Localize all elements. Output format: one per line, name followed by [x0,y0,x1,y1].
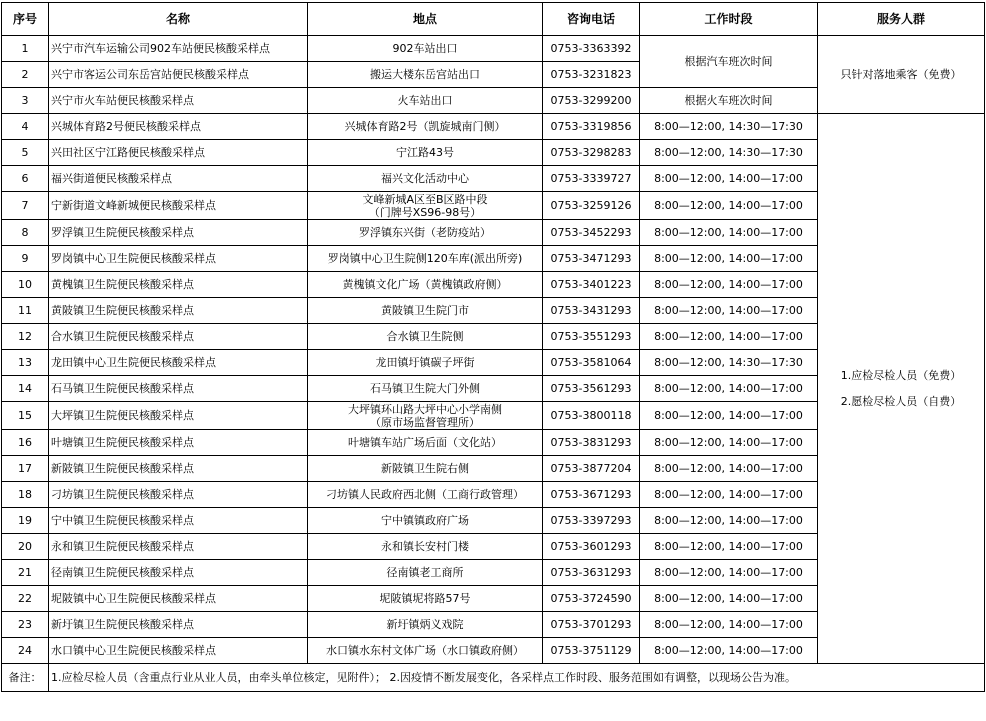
cell-name[interactable]: 兴宁市汽车运输公司902车站便民核酸采样点 [49,36,308,62]
cell-phone[interactable]: 0753-3877204 [543,456,640,482]
cell-name[interactable]: 龙田镇中心卫生院便民核酸采样点 [49,350,308,376]
cell-location[interactable] [308,192,543,220]
cell-hours[interactable]: 8:00—12:00, 14:00—17:00 [640,456,818,482]
cell-name[interactable]: 新圩镇卫生院便民核酸采样点 [49,612,308,638]
cell-seq[interactable]: 12 [2,324,49,350]
cell-name[interactable]: 罗浮镇卫生院便民核酸采样点 [49,220,308,246]
cell-hours[interactable]: 8:00—12:00, 14:00—17:00 [640,246,818,272]
cell-name[interactable]: 兴宁市火车站便民核酸采样点 [49,88,308,114]
cell-seq[interactable]: 8 [2,220,49,246]
cell-phone[interactable]: 0753-3551293 [543,324,640,350]
cell-hours[interactable]: 8:00—12:00, 14:00—17:00 [640,638,818,664]
note-row [2,664,985,692]
cell-phone[interactable]: 0753-3231823 [543,62,640,88]
cell-location[interactable]: 火车站出口 [308,88,543,114]
header-row [2,3,985,36]
cell-hours[interactable]: 8:00—12:00, 14:00—17:00 [640,586,818,612]
cell-name[interactable]: 兴宁市客运公司东岳宫站便民核酸采样点 [49,62,308,88]
cell-location[interactable]: 902车站出口 [308,36,543,62]
cell-phone[interactable]: 0753-3401223 [543,272,640,298]
cell-hours[interactable]: 8:00—12:00, 14:00—17:00 [640,560,818,586]
cell-hours[interactable]: 8:00—12:00, 14:30—17:30 [640,350,818,376]
cell-phone[interactable]: 0753-3471293 [543,246,640,272]
cell-phone[interactable]: 0753-3751129 [543,638,640,664]
cell-location[interactable]: 宁江路43号 [308,140,543,166]
cell-phone[interactable]: 0753-3831293 [543,430,640,456]
cell-hours[interactable]: 8:00—12:00, 14:00—17:00 [640,612,818,638]
location-line-2: （原市场监督管理所） [370,415,480,429]
location-line-1: 文峰新城A区至B区路中段 [362,192,488,206]
cell-seq[interactable]: 5 [2,140,49,166]
cell-location[interactable]: 搬运大楼东岳宫站出口 [308,62,543,88]
cell-location[interactable]: 永和镇长安村门楼 [308,534,543,560]
cell-seq[interactable]: 14 [2,376,49,402]
cell-phone[interactable]: 0753-3671293 [543,482,640,508]
crowd-general-line-2: 2.愿检尽检人员（自费） [840,395,962,408]
cell-hours[interactable]: 8:00—12:00, 14:00—17:00 [640,324,818,350]
cell-hours[interactable]: 8:00—12:00, 14:30—17:30 [640,114,818,140]
cell-location[interactable]: 径南镇老工商所 [308,560,543,586]
cell-name[interactable]: 福兴街道便民核酸采样点 [49,166,308,192]
cell-seq[interactable]: 17 [2,456,49,482]
cell-seq[interactable]: 18 [2,482,49,508]
cell-name[interactable]: 坭陂镇中心卫生院便民核酸采样点 [49,586,308,612]
cell-seq[interactable]: 19 [2,508,49,534]
cell-hours[interactable]: 8:00—12:00, 14:00—17:00 [640,376,818,402]
cell-phone[interactable]: 0753-3724590 [543,586,640,612]
cell-name[interactable]: 刁坊镇卫生院便民核酸采样点 [49,482,308,508]
cell-location[interactable]: 黄陂镇卫生院门市 [308,298,543,324]
cell-name[interactable]: 水口镇中心卫生院便民核酸采样点 [49,638,308,664]
cell-hours[interactable]: 8:00—12:00, 14:00—17:00 [640,430,818,456]
cell-hours[interactable]: 8:00—12:00, 14:00—17:00 [640,482,818,508]
cell-phone[interactable]: 0753-3319856 [543,114,640,140]
header-crowd[interactable]: 服务人群 [818,3,985,36]
header-name[interactable]: 名称 [49,3,308,36]
cell-phone[interactable]: 0753-3431293 [543,298,640,324]
header-seq[interactable]: 序号 [2,3,49,36]
sampling-sites-table [1,2,985,692]
cell-location[interactable]: 龙田镇圩镇碳子坪街 [308,350,543,376]
cell-location[interactable]: 合水镇卫生院侧 [308,324,543,350]
cell-seq[interactable]: 3 [2,88,49,114]
cell-name[interactable]: 宁中镇卫生院便民核酸采样点 [49,508,308,534]
cell-hours[interactable]: 8:00—12:00, 14:00—17:00 [640,272,818,298]
cell-phone[interactable]: 0753-3363392 [543,36,640,62]
cell-seq[interactable]: 7 [2,192,49,220]
cell-name[interactable]: 径南镇卫生院便民核酸采样点 [49,560,308,586]
cell-location[interactable]: 新圩镇炳义戏院 [308,612,543,638]
cell-name[interactable]: 石马镇卫生院便民核酸采样点 [49,376,308,402]
cell-phone[interactable]: 0753-3581064 [543,350,640,376]
cell-hours[interactable]: 8:00—12:00, 14:00—17:00 [640,534,818,560]
cell-location[interactable] [308,402,543,430]
cell-seq[interactable]: 23 [2,612,49,638]
cell-hours-train[interactable]: 根据火车班次时间 [640,88,818,114]
cell-location[interactable]: 黄槐镇文化广场（黄槐镇政府侧） [308,272,543,298]
cell-hours[interactable]: 8:00—12:00, 14:00—17:00 [640,298,818,324]
cell-name[interactable]: 新陂镇卫生院便民核酸采样点 [49,456,308,482]
cell-phone[interactable]: 0753-3397293 [543,508,640,534]
header-phone[interactable]: 咨询电话 [543,3,640,36]
cell-hours[interactable]: 8:00—12:00, 14:00—17:00 [640,402,818,430]
cell-phone[interactable]: 0753-3800118 [543,402,640,430]
note-label[interactable]: 备注： [2,664,49,692]
cell-seq[interactable]: 9 [2,246,49,272]
location-line-2: （门牌号XS96-98号） [368,205,482,219]
spreadsheet-sheet [1,2,984,692]
cell-seq[interactable]: 10 [2,272,49,298]
cell-seq[interactable]: 15 [2,402,49,430]
cell-location[interactable]: 新陂镇卫生院右侧 [308,456,543,482]
cell-name[interactable]: 罗岗镇中心卫生院便民核酸采样点 [49,246,308,272]
cell-hours[interactable]: 8:00—12:00, 14:00—17:00 [640,192,818,220]
cell-location[interactable]: 兴城体育路2号（凯旋城南门侧） [308,114,543,140]
cell-seq[interactable]: 6 [2,166,49,192]
cell-location[interactable]: 石马镇卫生院大门外侧 [308,376,543,402]
cell-seq[interactable]: 13 [2,350,49,376]
cell-hours[interactable]: 8:00—12:00, 14:00—17:00 [640,508,818,534]
cell-phone[interactable]: 0753-3631293 [543,560,640,586]
cell-phone[interactable]: 0753-3259126 [543,192,640,220]
cell-name[interactable]: 合水镇卫生院便民核酸采样点 [49,324,308,350]
cell-seq[interactable]: 4 [2,114,49,140]
cell-name[interactable]: 兴城体育路2号便民核酸采样点 [49,114,308,140]
cell-seq[interactable]: 22 [2,586,49,612]
table-row [2,114,985,140]
cell-hours-bus[interactable]: 根据汽车班次时间 [640,36,818,88]
cell-location[interactable]: 刁坊镇人民政府西北侧（工商行政管理） [308,482,543,508]
cell-seq[interactable]: 2 [2,62,49,88]
cell-seq[interactable]: 1 [2,36,49,62]
cell-seq[interactable]: 16 [2,430,49,456]
cell-phone[interactable]: 0753-3701293 [543,612,640,638]
note-text[interactable]: 1.应检尽检人员（含重点行业从业人员，由牵头单位核定，见附件）； 2.因疫情不断发展变化，各采样点工作时段、服务范围如有调整，以现场公告为准。 [49,664,985,692]
cell-hours[interactable]: 8:00—12:00, 14:00—17:00 [640,220,818,246]
cell-crowd-arrivals[interactable]: 只针对落地乘客（免费） [818,36,985,114]
cell-location[interactable]: 罗岗镇中心卫生院侧120车库(派出所旁) [308,246,543,272]
cell-hours[interactable]: 8:00—12:00, 14:00—17:00 [640,166,818,192]
cell-seq[interactable]: 21 [2,560,49,586]
cell-phone[interactable]: 0753-3339727 [543,166,640,192]
location-line-1: 大坪镇环山路大坪中心小学南侧 [348,402,502,416]
cell-location[interactable]: 叶塘镇车站广场后面（文化站） [308,430,543,456]
cell-name[interactable]: 黄陂镇卫生院便民核酸采样点 [49,298,308,324]
cell-name[interactable]: 兴田社区宁江路便民核酸采样点 [49,140,308,166]
table-row [2,36,985,62]
cell-crowd-general[interactable] [818,114,985,664]
cell-seq[interactable]: 24 [2,638,49,664]
crowd-general-line-1: 1.应检尽检人员（免费） [840,369,962,382]
cell-phone[interactable]: 0753-3298283 [543,140,640,166]
cell-location[interactable]: 福兴文化活动中心 [308,166,543,192]
cell-name[interactable]: 永和镇卫生院便民核酸采样点 [49,534,308,560]
cell-name[interactable]: 黄槐镇卫生院便民核酸采样点 [49,272,308,298]
cell-seq[interactable]: 11 [2,298,49,324]
cell-phone[interactable]: 0753-3561293 [543,376,640,402]
cell-location[interactable]: 罗浮镇东兴街（老防疫站） [308,220,543,246]
cell-hours[interactable]: 8:00—12:00, 14:30—17:30 [640,140,818,166]
cell-phone[interactable]: 0753-3299200 [543,88,640,114]
cell-name[interactable]: 叶塘镇卫生院便民核酸采样点 [49,430,308,456]
cell-name[interactable]: 大坪镇卫生院便民核酸采样点 [49,402,308,430]
cell-location[interactable]: 坭陂镇坭将路57号 [308,586,543,612]
cell-location[interactable]: 水口镇水东村文体广场（水口镇政府侧） [308,638,543,664]
header-location[interactable]: 地点 [308,3,543,36]
cell-seq[interactable]: 20 [2,534,49,560]
cell-location[interactable]: 宁中镇镇政府广场 [308,508,543,534]
cell-phone[interactable]: 0753-3601293 [543,534,640,560]
cell-name[interactable]: 宁新街道文峰新城便民核酸采样点 [49,192,308,220]
header-hours[interactable]: 工作时段 [640,3,818,36]
cell-phone[interactable]: 0753-3452293 [543,220,640,246]
